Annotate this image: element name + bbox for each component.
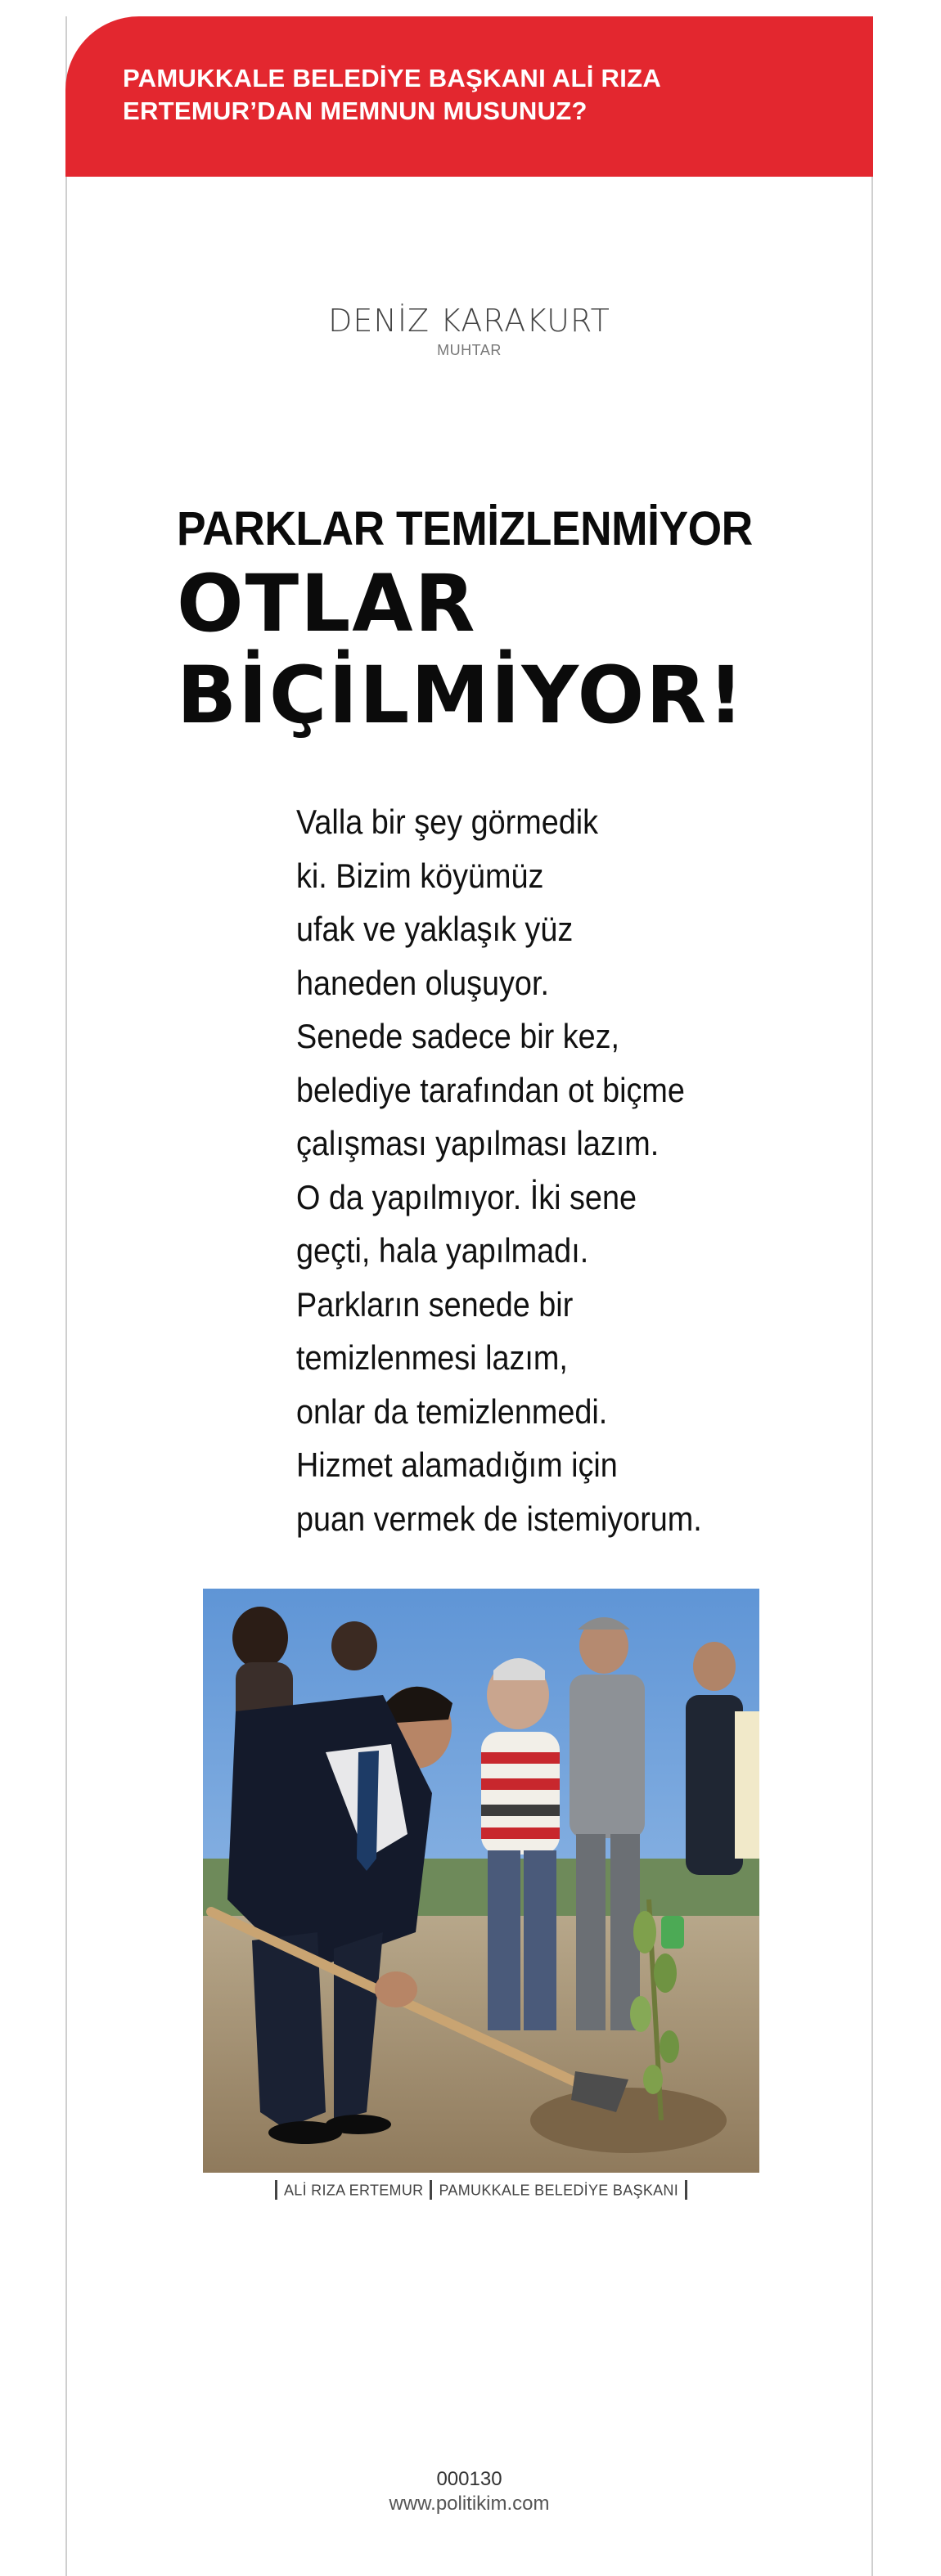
header-title-line1: PAMUKKALE BELEDİYE BAŞKANI ALİ RIZA: [123, 64, 662, 92]
caption-divider: [275, 2180, 277, 2200]
footer-url[interactable]: www.politikim.com: [389, 2493, 550, 2515]
tree-planting-photo: [203, 1589, 759, 2173]
caption-divider: [430, 2180, 432, 2200]
quote-line: ufak ve yaklaşık yüz: [296, 910, 574, 948]
author-block: [65, 301, 873, 360]
author-role: MUHTAR: [437, 342, 502, 358]
footer: [65, 2467, 873, 2516]
quote-line: haneden oluşuyor.: [296, 963, 549, 1002]
headline-main-line2: BİÇİLMİYOR!: [177, 650, 745, 741]
footer-code: 000130: [436, 2468, 502, 2490]
quote-line: temizlenmesi lazım,: [296, 1338, 568, 1377]
quote-line: Valla bir şey görmedik: [296, 802, 599, 841]
headline-main-line1: OTLAR: [177, 558, 477, 650]
quote-line: çalışması yapılması lazım.: [296, 1124, 660, 1162]
author-name: DENİZ KARAKURT: [328, 303, 610, 339]
header-title: [123, 62, 824, 128]
caption-name: ALİ RIZA ERTEMUR: [283, 2182, 424, 2199]
quote-line: O da yapılmıyor. İki sene: [296, 1177, 637, 1216]
headline: [177, 501, 831, 741]
quote-line: Parkların senede bir: [296, 1284, 574, 1324]
quote-text: [296, 795, 820, 1545]
header-banner: [65, 16, 873, 177]
header-title-line2: ERTEMUR’DAN MEMNUN MUSUNUZ?: [123, 97, 588, 125]
headline-sub: PARKLAR TEMİZLENMİYOR: [177, 502, 753, 555]
quote-line: onlar da temizlenmedi.: [296, 1391, 608, 1431]
quote-line: Hizmet alamadığım için: [296, 1445, 618, 1484]
quote-line: geçti, hala yapılmadı.: [296, 1231, 589, 1270]
caption-divider: [685, 2180, 687, 2200]
quote-line: Senede sadece bir kez,: [296, 1017, 620, 1055]
quote-line: belediye tarafından ot biçme: [296, 1070, 685, 1109]
quote-line: puan vermek de istemiyorum.: [296, 1499, 702, 1538]
quote-line: ki. Bizim köyümüz: [296, 856, 544, 895]
caption-title: PAMUKKALE BELEDİYE BAŞKANI: [439, 2182, 679, 2199]
photo-caption: [203, 2179, 759, 2200]
